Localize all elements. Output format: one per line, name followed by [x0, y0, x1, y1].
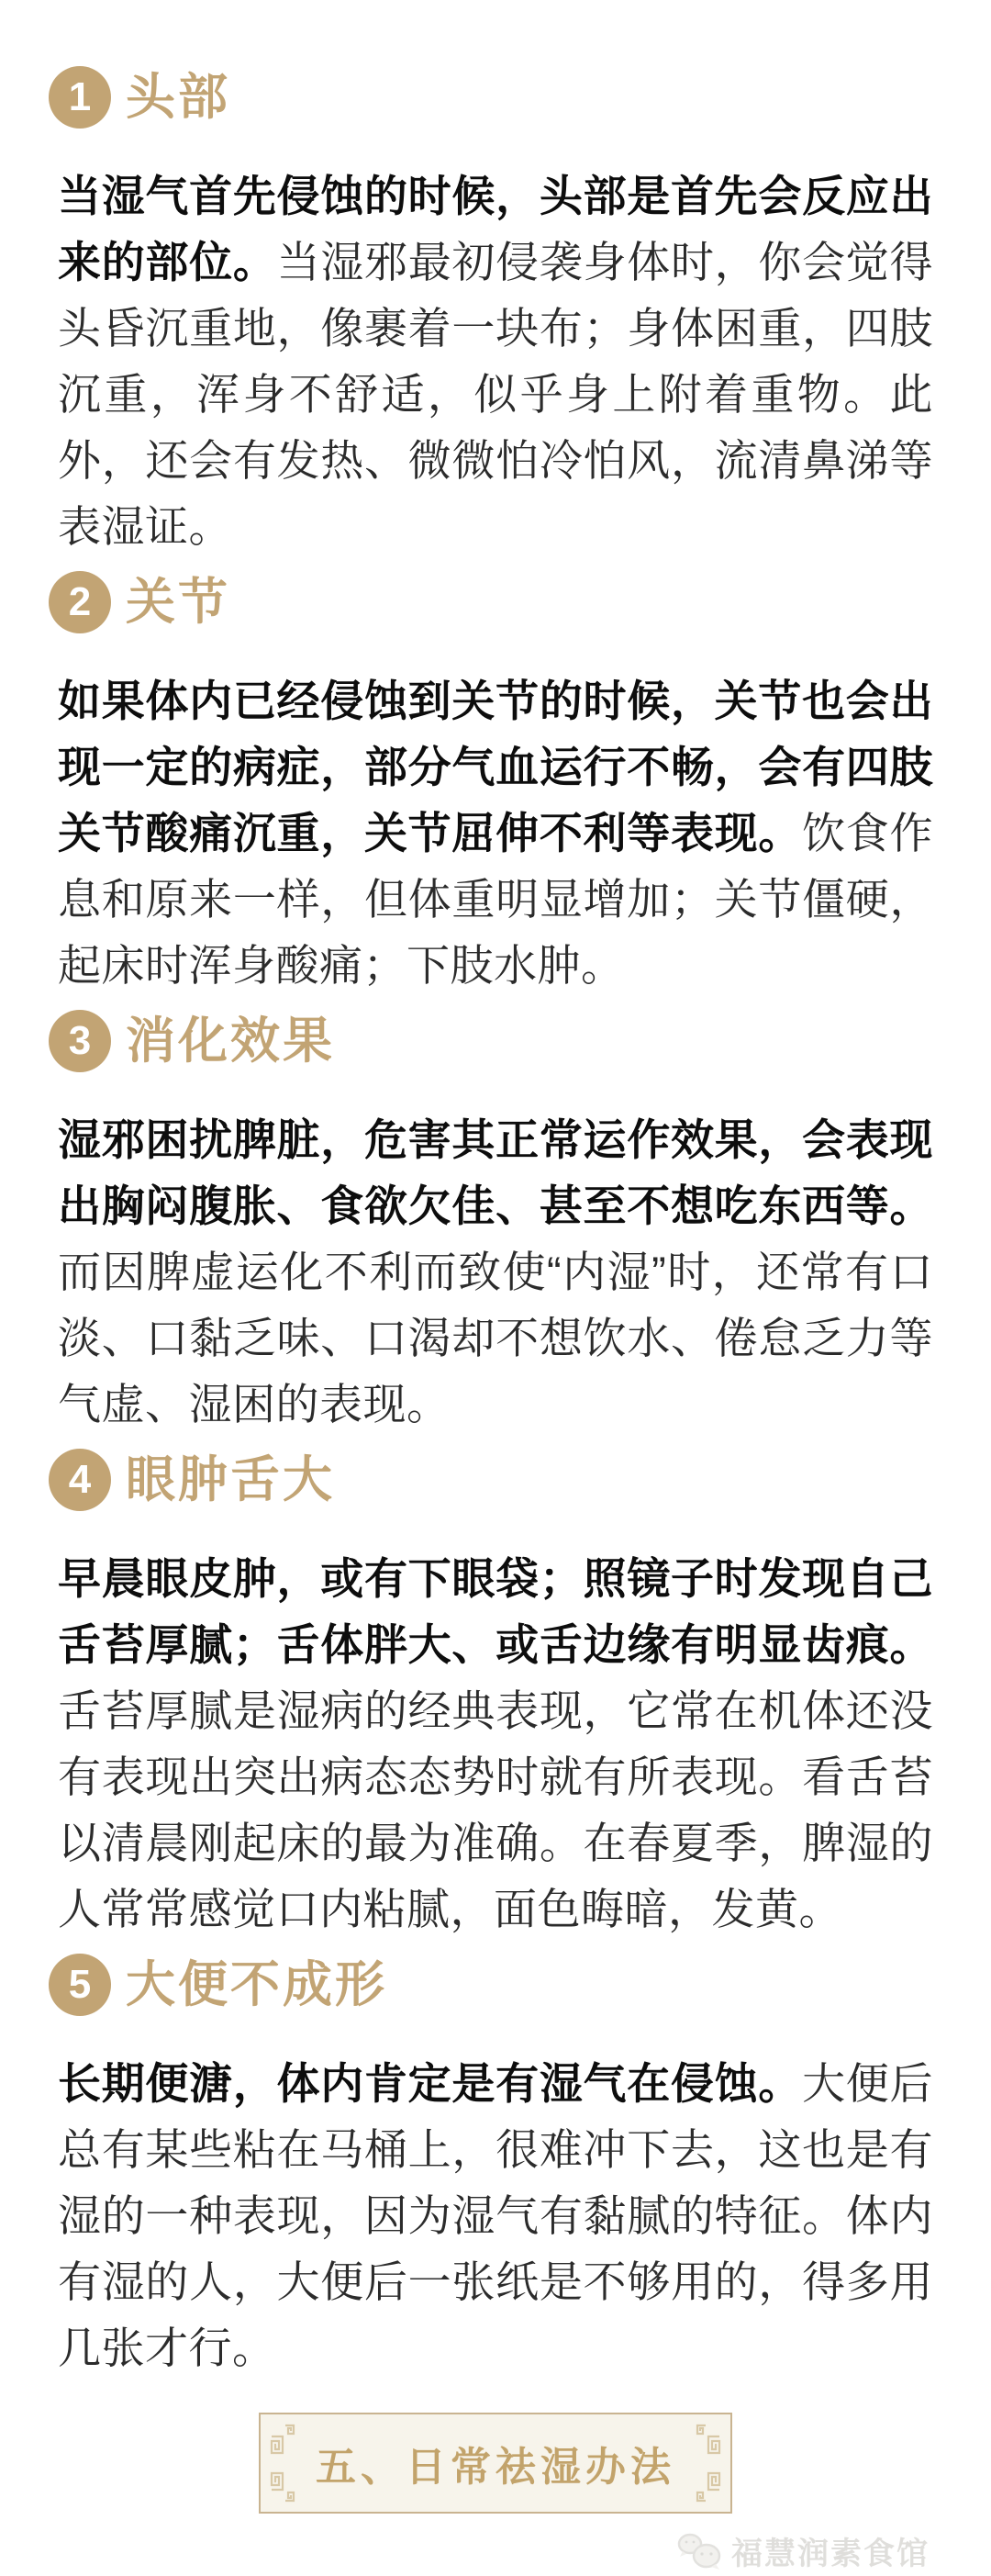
section-heading — [49, 1008, 933, 1074]
section-paragraph — [58, 2051, 933, 2381]
section-number-badge: 2 — [49, 571, 111, 633]
fret-ornament-icon — [695, 2423, 722, 2456]
section-title: 头部 — [126, 70, 230, 125]
watermark-label: 福慧润素食馆 — [731, 2537, 930, 2571]
section-number-badge: 5 — [49, 1954, 111, 2016]
fret-ornament-icon — [695, 2470, 722, 2503]
section-paragraph — [58, 1546, 933, 1943]
section-paragraph — [58, 668, 933, 999]
section-title: 关节 — [126, 575, 230, 630]
section-paragraph — [58, 163, 933, 560]
banner-title: 五、日常祛湿办法 — [316, 2445, 675, 2490]
section-head-area — [58, 64, 933, 560]
section-joints — [58, 569, 933, 999]
section-title: 眼肿舌大 — [126, 1452, 335, 1507]
fret-ornament-icon — [269, 2470, 296, 2503]
section-heading — [49, 1447, 933, 1513]
section-number-badge: 3 — [49, 1010, 111, 1072]
section-heading — [49, 1952, 933, 2018]
paragraph-body-text: 大便后总有某些粘在马桶上，很难冲下去，这也是有湿的一种表现，因为湿气有黏腻的特征。体内有湿的人，大便后一张纸是不够用的，得多用几张才行。 — [58, 2059, 933, 2372]
fret-ornament-icon — [269, 2423, 296, 2456]
section-heading — [49, 64, 933, 130]
paragraph-lead-bold: 长期便溏，体内肯定是有湿气在侵蚀。 — [58, 2059, 803, 2108]
next-chapter-banner — [259, 2413, 732, 2514]
paragraph-lead-bold: 当湿气首先侵蚀的时候，头部是首先会反应出来的部位。 — [58, 172, 933, 286]
section-title: 大便不成形 — [126, 1957, 387, 2012]
paragraph-body-text: 舌苔厚腻是湿病的经典表现，它常在机体还没有表现出突出病态态势时就有所表现。看舌苔以清晨刚起床的最为准确。在春夏季，脾湿的人常常感觉口内粘腻，面色晦暗，发黄。 — [58, 1686, 933, 1933]
section-number-badge: 4 — [49, 1449, 111, 1511]
section-title: 消化效果 — [126, 1014, 335, 1069]
section-eyes-tongue — [58, 1447, 933, 1943]
section-paragraph — [58, 1107, 933, 1438]
section-number-badge: 1 — [49, 66, 111, 129]
watermark — [58, 2528, 933, 2573]
paragraph-lead-bold: 如果体内已经侵蚀到关节的时候，关节也会出现一定的病症，部分气血运行不畅，会有四肢关节酸痛沉重，关节屈伸不利等表现。 — [58, 677, 933, 857]
section-stool — [58, 1952, 933, 2381]
paragraph-body-text: 当湿邪最初侵袭身体时，你会觉得头昏沉重地，像裹着一块布；身体困重，四肢沉重，浑身不舒适，似乎身上附着重物。此外，还会有发热、微微怕冷怕风，流清鼻涕等表湿证。 — [58, 238, 934, 551]
paragraph-body-text: 而因脾虚运化不利而致使“内湿”时，还常有口淡、口黏乏味、口渴却不想饮水、倦怠乏力等气虚、湿困的表现。 — [58, 1248, 933, 1428]
section-digestion — [58, 1008, 933, 1438]
paragraph-lead-bold: 湿邪困扰脾脏，危害其正常运作效果，会表现出胸闷腹胀、食欲欠佳、甚至不想吃东西等。 — [58, 1115, 933, 1230]
section-heading — [49, 569, 933, 635]
paragraph-lead-bold: 早晨眼皮肿，或有下眼袋；照镜子时发现自己舌苔厚腻；舌体胖大、或舌边缘有明显齿痕。 — [58, 1554, 933, 1669]
wechat-icon — [676, 2531, 724, 2571]
paragraph-body-text: 饮食作息和原来一样，但体重明显增加；关节僵硬，起床时浑身酸痛；下肢水肿。 — [58, 809, 933, 990]
